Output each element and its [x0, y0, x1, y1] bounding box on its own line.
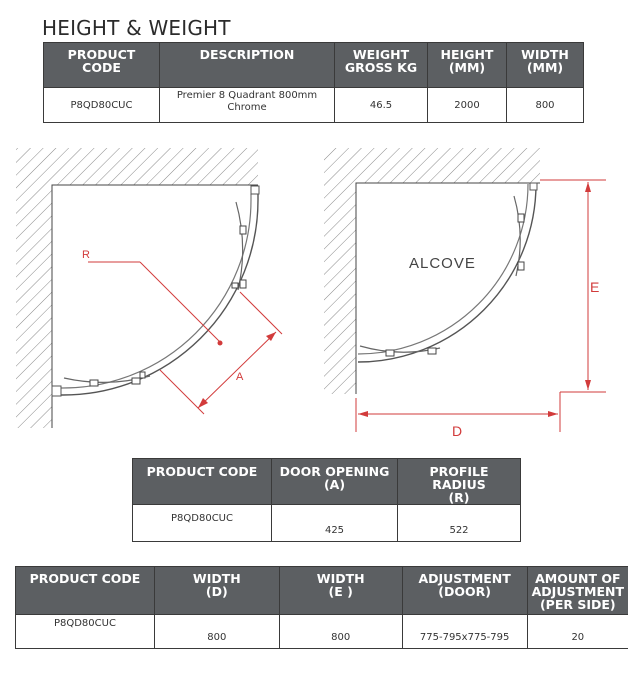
table-row	[133, 505, 521, 542]
header-profile-radius	[398, 459, 521, 505]
header-profile-radius-line1: PROFILE RADIUS	[429, 464, 489, 492]
header-amount-line3: (PER SIDE)	[539, 597, 616, 612]
quadrant-outer	[60, 194, 258, 395]
header-product-code: PRODUCT CODE	[44, 43, 160, 88]
cell-description-line2: Chrome	[227, 102, 267, 113]
header-door-opening-line2: (A)	[323, 477, 346, 492]
cell-description-line1: Premier 8 Quadrant 800mm	[176, 90, 318, 101]
label-d: D	[452, 423, 463, 439]
cell-adjustment-door: 775-795x775-795	[402, 615, 527, 649]
header-width-d	[154, 567, 279, 615]
cell-door-opening: 425	[272, 505, 398, 542]
header-width-d-line1: WIDTH	[192, 571, 241, 586]
header-adjustment-line2: (DOOR)	[438, 584, 491, 599]
header-width-line2: (MM)	[526, 60, 564, 75]
door-opening-table	[132, 458, 521, 542]
label-a: A	[236, 371, 244, 383]
header-weight-line2: GROSS KG	[344, 60, 418, 75]
diagram-alcove	[324, 148, 606, 439]
header-door-opening-line1: DOOR OPENING	[279, 464, 390, 479]
quadrant-inner	[60, 194, 251, 388]
table-header-row	[16, 567, 628, 615]
header-product-code: PRODUCT CODE	[133, 459, 272, 505]
header-height-line1: HEIGHT	[440, 47, 494, 62]
label-alcove: ALCOVE	[409, 255, 476, 272]
diagram-corner	[16, 148, 282, 428]
header-weight-line1: WEIGHT	[352, 47, 410, 62]
header-door-opening	[272, 459, 398, 505]
cell-product-code: P8QD80CUC	[16, 615, 155, 649]
adjustment-table	[15, 566, 628, 649]
quadrant-outer-right	[358, 184, 536, 362]
header-product-code: PRODUCT CODE	[16, 567, 155, 615]
header-amount-adjustment	[527, 567, 628, 615]
header-height-line2: (MM)	[448, 60, 486, 75]
header-amount-line2: ADJUSTMENT	[531, 584, 624, 599]
header-amount-line1: AMOUNT OF	[535, 571, 621, 586]
header-width-e-line1: WIDTH	[316, 571, 365, 586]
cell-width-e: 800	[279, 615, 402, 649]
section-title: HEIGHT & WEIGHT	[42, 16, 231, 40]
label-e: E	[590, 279, 600, 295]
header-profile-radius-line2: (R)	[448, 490, 470, 505]
header-width-e-line2: (E )	[328, 584, 353, 599]
cell-weight: 46.5	[335, 88, 428, 123]
cell-width-d: 800	[154, 615, 279, 649]
header-adjustment-line1: ADJUSTMENT	[418, 571, 511, 586]
header-width-e	[279, 567, 402, 615]
header-width-d-line2: (D)	[205, 584, 228, 599]
cell-product-code: P8QD80CUC	[133, 505, 272, 542]
header-width-line1: WIDTH	[521, 47, 569, 62]
label-r: R	[82, 249, 90, 261]
cell-height: 2000	[428, 88, 507, 123]
header-description: DESCRIPTION	[160, 43, 335, 88]
cell-width: 800	[507, 88, 584, 123]
table-header-row	[133, 459, 521, 505]
cell-profile-radius: 522	[398, 505, 521, 542]
header-adjustment-door	[402, 567, 527, 615]
table-row	[16, 615, 628, 649]
cell-product-code: P8QD80CUC	[44, 88, 160, 123]
cell-amount-adjustment: 20	[527, 615, 628, 649]
radius-point	[218, 341, 223, 346]
